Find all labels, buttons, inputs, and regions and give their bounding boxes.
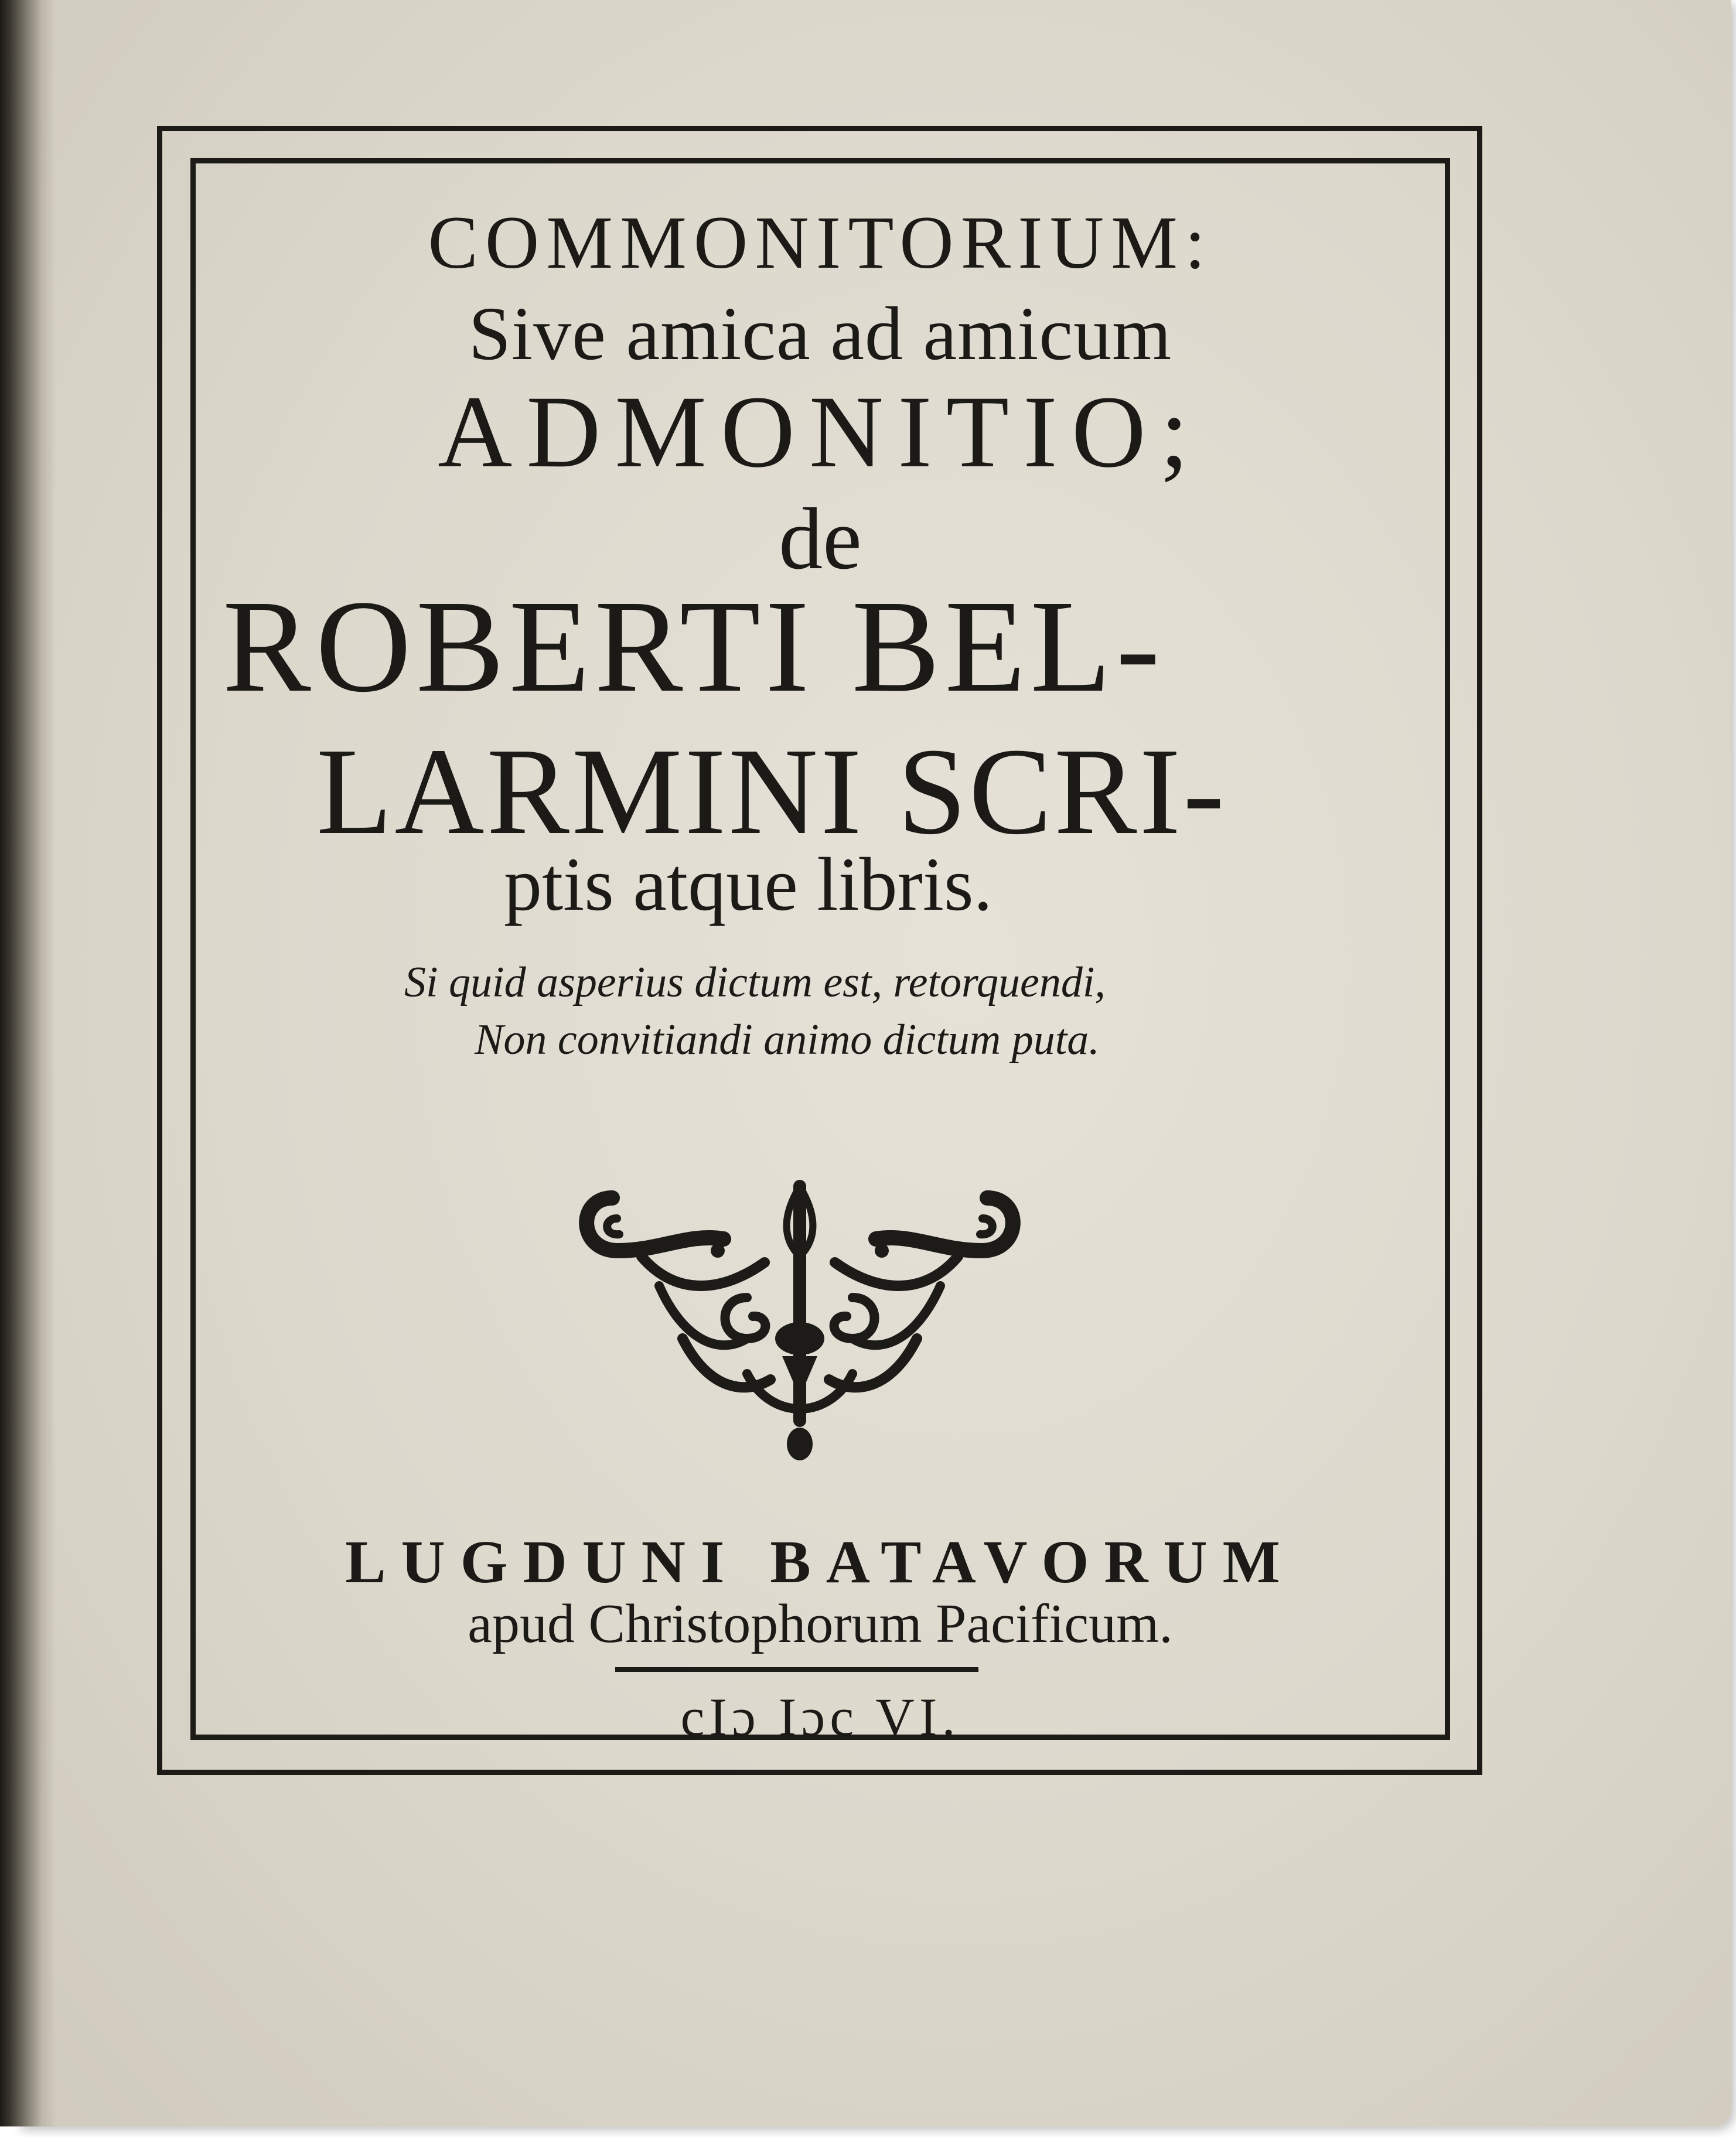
title-line-commonitorium: COMMONITORIUM: <box>428 201 1213 284</box>
title-line-larmini-scri: LARMINI SCRI- <box>316 722 1227 860</box>
motto-line-1: Si quid asperius dictum est, retorquendi, <box>404 958 1106 1006</box>
title-line-admonitio: ADMONITIO; <box>438 375 1203 489</box>
title-line-sive-amica: Sive amica ad amicum <box>468 292 1172 376</box>
motto-line-2: Non convitiandi animo dictum puta. <box>475 1016 1100 1064</box>
book-gutter <box>0 0 56 2126</box>
floral-ornament-icon <box>571 1163 1028 1467</box>
imprint-rule <box>615 1667 978 1672</box>
title-line-de: de <box>779 490 862 588</box>
imprint-printer: apud Christophorum Pacificum. <box>468 1593 1173 1654</box>
imprint-place: LUGDUNI BATAVORUM <box>345 1528 1295 1596</box>
imprint-date: cIɔ Iɔc VI. <box>680 1687 960 1747</box>
title-line-ptis-atque-libris: ptis atque libris. <box>504 842 993 927</box>
title-line-roberti-bel: ROBERTI BEL- <box>223 573 1165 719</box>
